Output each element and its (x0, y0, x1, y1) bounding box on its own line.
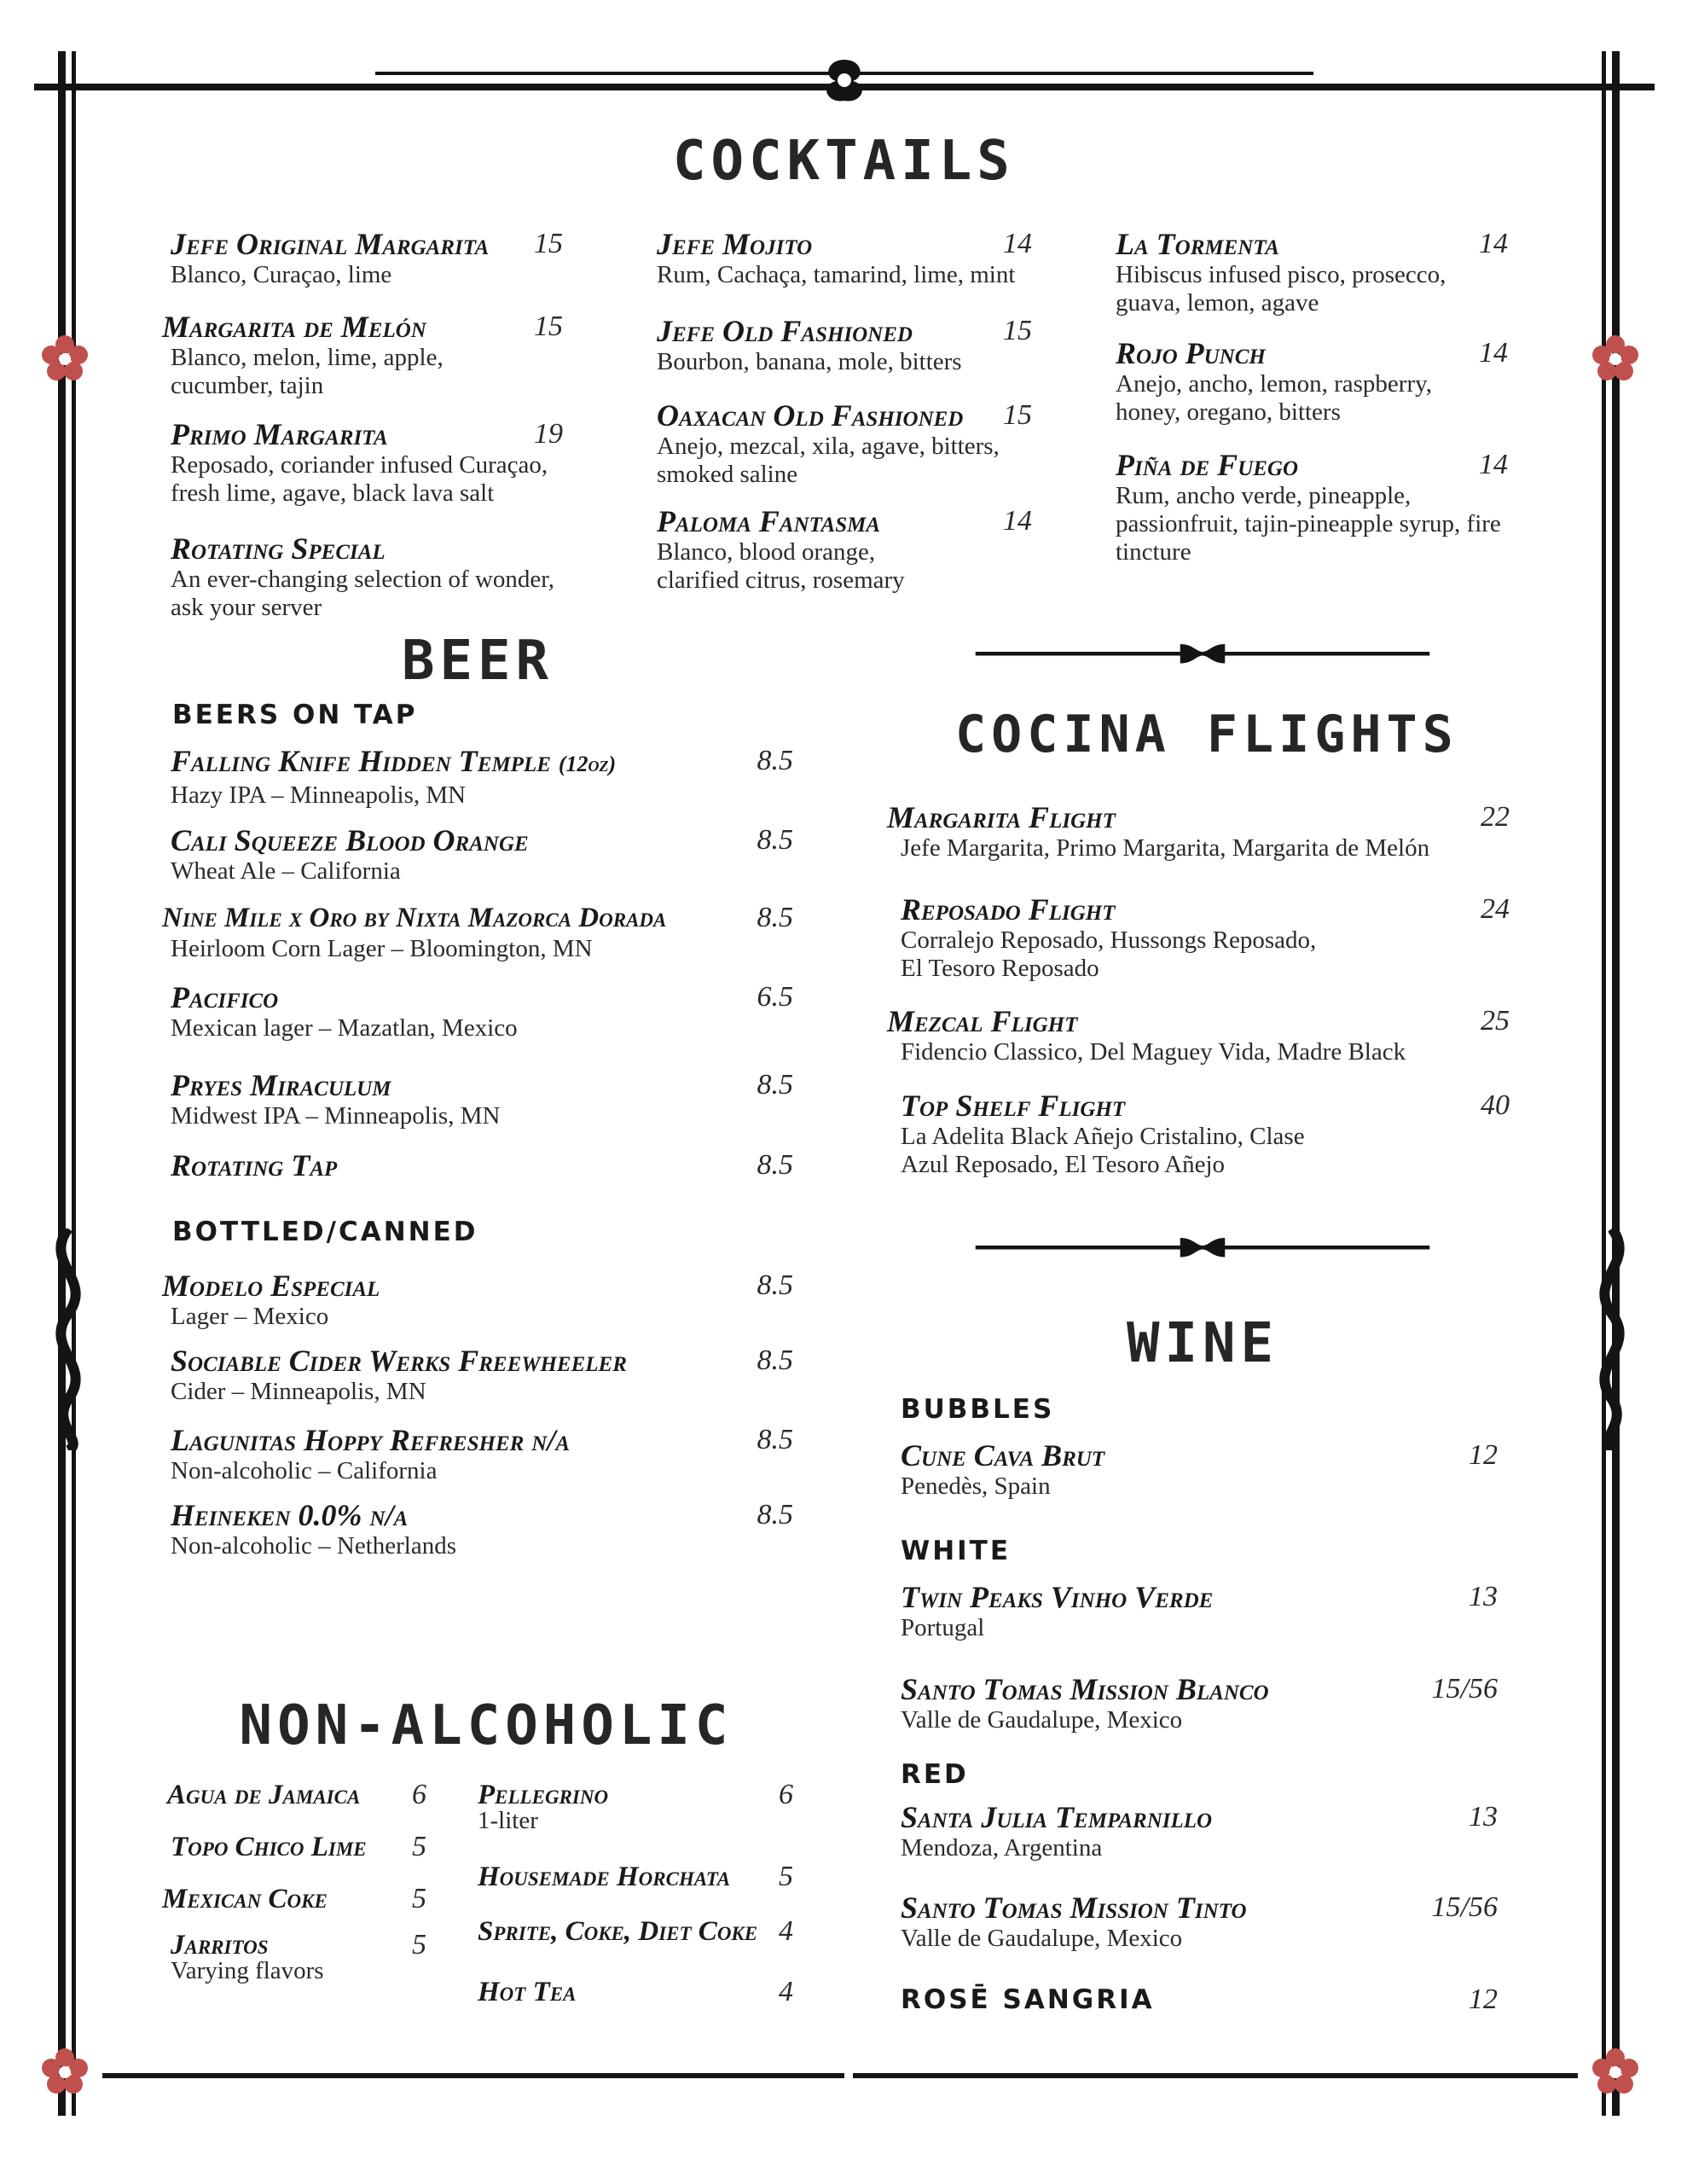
cocktail-item: Jefe Old Fashioned 15 Bourbon, banana, mole, bitters (657, 314, 1032, 375)
cocktails-title: COCKTAILS (673, 130, 1015, 193)
na-item: Hot Tea 4 (478, 1976, 793, 2007)
beer-item: Pacifico 6.5 Mexican lager – Mazatlan, Mexico (171, 980, 793, 1042)
cocktail-item: Paloma Fantasma 14 Blanco, blood orange, clarified citrus, rosemary (657, 504, 1032, 594)
flower-icon (41, 2048, 89, 2095)
beer-item: Cali Squeeze Blood Orange 8.5 Wheat Ale – California (171, 823, 793, 885)
non-alcoholic-title: NON-ALCOHOLIC (239, 1694, 733, 1757)
cocktail-item: Piña de Fuego 14 Rum, ancho verde, pineapple, passionfruit, tajin-pineapple syrup, fire tincture (1116, 448, 1508, 566)
beer-item: Sociable Cider Werks Freewheeler 8.5 Cider – Minneapolis, MN (171, 1344, 793, 1405)
flower-icon (41, 334, 89, 382)
beer-item: Pryes Miraculum 8.5 Midwest IPA – Minneapolis, MN (171, 1068, 793, 1130)
flight-item: Top Shelf Flight 40 La Adelita Black Añejo Cristalino, Clase Azul Reposado, El Tesoro Añejo (901, 1089, 1510, 1178)
beer-item: Modelo Especial 8.5 Lager – Mexico (162, 1269, 793, 1330)
beer-item: Lagunitas Hoppy Refresher n/a 8.5 Non-alcoholic – California (171, 1423, 793, 1484)
beers-on-tap-heading: BEERS ON TAP (172, 700, 418, 730)
frame-bottom-left (102, 2073, 844, 2078)
cocktail-item: Rojo Punch 14 Anejo, ancho, lemon, raspberry, honey, oregano, bitters (1116, 336, 1508, 426)
flight-item: Reposado Flight 24 Corralejo Reposado, Hussongs Reposado, El Tesoro Reposado (901, 892, 1510, 982)
flight-item: Mezcal Flight 25 Fidencio Classico, Del Maguey Vida, Madre Black (887, 1004, 1510, 1066)
beer-title: BEER (401, 630, 554, 693)
beer-item: Nine Mile x Oro by Nixta Mazorca Dorada 8.5 Heirloom Corn Lager – Bloomington, MN (162, 902, 793, 962)
flight-item: Margarita Flight 22 Jefe Margarita, Primo Margarita, Margarita de Melón (887, 800, 1510, 862)
left-post-ornament-icon (34, 1228, 102, 1450)
divider-ornament-icon (900, 1235, 1505, 1261)
white-heading: WHITE (901, 1536, 1011, 1566)
rose-sangria-heading: ROSĒ SANGRIA (901, 1984, 1155, 2015)
wine-item: ROSĒ SANGRIA 12 (901, 1984, 1498, 2015)
cocktail-item: Primo Margarita 19 Reposado, coriander infused Curaçao, fresh lime, agave, black lava salt (171, 417, 563, 507)
flower-icon (1591, 334, 1639, 382)
beer-item: Falling Knife Hidden Temple (12oz) 8.5 Hazy IPA – Minneapolis, MN (171, 744, 793, 809)
bottled-canned-heading: BOTTLED/CANNED (172, 1217, 478, 1247)
na-item: Pellegrino 6 1-liter (478, 1779, 793, 1834)
cocktail-item: Rotating Special An ever-changing selection of wonder, ask your server (171, 531, 555, 621)
cocktail-item: Oaxacan Old Fashioned 15 Anejo, mezcal, xila, agave, bitters, smoked saline (657, 398, 1032, 488)
wine-item: Cune Cava Brut 12 Penedès, Spain (901, 1438, 1498, 1500)
cocktail-item: Jefe Original Margarita 15 Blanco, Curaçao, lime (171, 227, 563, 288)
beer-item: Rotating Tap 8.5 (171, 1148, 793, 1182)
divider-ornament-icon (900, 642, 1505, 667)
bubbles-heading: BUBBLES (901, 1394, 1055, 1425)
wine-title: WINE (1126, 1312, 1279, 1375)
wine-item: Santo Tomas Mission Blanco 15/56 Valle de Gaudalupe, Mexico (901, 1672, 1498, 1734)
na-item: Mexican Coke 5 (162, 1883, 426, 1914)
wine-item: Twin Peaks Vinho Verde 13 Portugal (901, 1580, 1498, 1641)
na-item: Housemade Horchata 5 (478, 1861, 793, 1892)
wine-item: Santo Tomas Mission Tinto 15/56 Valle de Gaudalupe, Mexico (901, 1891, 1498, 1952)
cocktail-item: Margarita de Melón 15 Blanco, melon, lime, apple, cucumber, tajin (162, 310, 563, 399)
wine-item: Santa Julia Temparnillo 13 Mendoza, Argentina (901, 1800, 1498, 1862)
flower-icon (1591, 2048, 1639, 2095)
na-item: Topo Chico Lime 5 (171, 1831, 426, 1862)
top-center-flourish-icon (793, 51, 896, 111)
frame-bottom-right (853, 2073, 1578, 2078)
na-item: Sprite, Coke, Diet Coke 4 (478, 1915, 793, 1947)
na-item: Agua de Jamaica 6 (167, 1779, 426, 1810)
cocktail-item: La Tormenta 14 Hibiscus infused pisco, prosecco, guava, lemon, agave (1116, 227, 1508, 317)
cocktail-item: Jefe Mojito 14 Rum, Cachaça, tamarind, lime, mint (657, 227, 1032, 288)
beer-name: Falling Knife Hidden Temple (171, 744, 551, 778)
size-note: (12oz) (558, 752, 617, 776)
right-post-ornament-icon (1578, 1228, 1646, 1450)
cocina-flights-title: COCINA FLIGHTS (955, 705, 1458, 764)
na-item: Jarritos 5 Varying flavors (171, 1929, 426, 1984)
beer-item: Heineken 0.0% n/a 8.5 Non-alcoholic – Netherlands (171, 1498, 793, 1560)
red-heading: RED (901, 1759, 969, 1790)
